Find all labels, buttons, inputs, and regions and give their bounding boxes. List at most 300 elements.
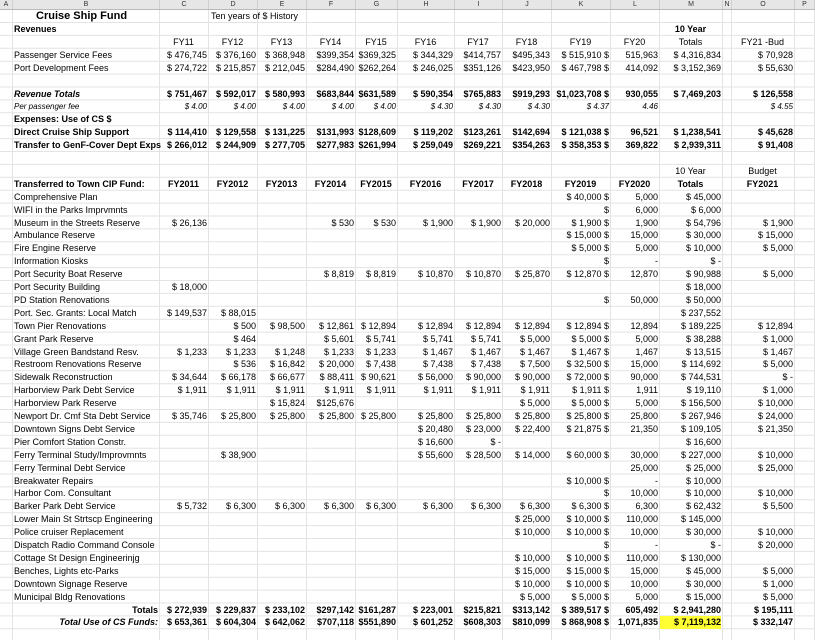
- cell-l[interactable]: 90,000: [630, 372, 658, 383]
- cell-f[interactable]: $ 1,911: [324, 385, 354, 396]
- cell-k[interactable]: $ 5,000 $: [571, 398, 609, 409]
- cell-m[interactable]: $ 109,105: [680, 423, 721, 434]
- cell-l[interactable]: 12,894: [630, 320, 658, 331]
- cell-h[interactable]: $ 10,870: [417, 269, 453, 280]
- column-header-g[interactable]: G: [356, 0, 398, 9]
- cell-k[interactable]: $ 32,500 $: [566, 359, 609, 370]
- cell-l[interactable]: 515,963: [625, 49, 658, 60]
- cell-m[interactable]: $ -: [710, 256, 721, 267]
- cell-k[interactable]: $ 5,000 $: [571, 333, 609, 344]
- cell-m[interactable]: $ 1,238,541: [673, 127, 721, 138]
- cell-o[interactable]: $ 5,000: [762, 359, 793, 370]
- cell-o[interactable]: Budget: [748, 165, 777, 176]
- cell-e[interactable]: $ 233,102: [264, 604, 305, 615]
- column-header-b[interactable]: B: [13, 0, 160, 9]
- cell-g[interactable]: $128,609: [358, 127, 396, 138]
- cell-d[interactable]: $ 536: [233, 359, 256, 370]
- cell-k[interactable]: $ 10,000 $: [566, 514, 609, 525]
- cell-g[interactable]: $ 25,800: [360, 411, 396, 421]
- cell-g[interactable]: $ 6,300: [365, 501, 396, 512]
- cell-h[interactable]: $ 223,001: [412, 604, 453, 615]
- cell-m[interactable]: $ 54,796: [685, 217, 721, 228]
- row-label[interactable]: Totals: [132, 604, 158, 615]
- cell-k[interactable]: $ 121,038 $: [561, 127, 609, 138]
- cell-e[interactable]: $ 16,842: [269, 359, 305, 370]
- cell-l[interactable]: 30,000: [630, 449, 658, 460]
- cell-h[interactable]: $ 259,049: [412, 140, 453, 151]
- cell-m[interactable]: Totals: [678, 36, 703, 47]
- cell-o[interactable]: $ 5,000: [762, 243, 793, 254]
- cell-f[interactable]: $ 5,601: [323, 333, 354, 344]
- cell-f[interactable]: $ 8,819: [323, 269, 354, 280]
- cell-f[interactable]: $284,490: [316, 62, 354, 73]
- cell-o[interactable]: $ 1,900: [762, 217, 793, 228]
- cell-j[interactable]: $354,263: [512, 140, 550, 151]
- cell-l[interactable]: 5,000: [635, 591, 658, 602]
- row-label[interactable]: Museum in the Streets Reserve: [14, 217, 141, 228]
- cell-f[interactable]: $ 6,300: [323, 501, 354, 512]
- cell-o[interactable]: $ 15,000: [757, 230, 793, 241]
- cell-c[interactable]: $ 4.00: [184, 102, 207, 112]
- cell-f[interactable]: $ 1,233: [323, 346, 354, 357]
- cell-m[interactable]: $ 3,152,369: [673, 62, 721, 73]
- cell-d[interactable]: $ 1,911: [226, 385, 256, 396]
- cell-d[interactable]: $ 376,160: [215, 49, 256, 60]
- cell-m[interactable]: $ 145,000: [680, 514, 721, 525]
- cell-j[interactable]: $ 10,000: [514, 578, 550, 589]
- cell-j[interactable]: $ 6,300: [519, 501, 550, 512]
- cell-h[interactable]: $ 119,202: [413, 127, 453, 138]
- cell-k[interactable]: $: [603, 256, 609, 267]
- cell-c[interactable]: $ 18,000: [171, 282, 207, 292]
- row-label[interactable]: Restroom Renovations Reserve: [14, 359, 142, 370]
- column-header-e[interactable]: E: [258, 0, 307, 9]
- cell-d[interactable]: FY12: [221, 36, 244, 47]
- sheet-title[interactable]: Cruise Ship Fund: [36, 10, 128, 22]
- cell-m[interactable]: $ 10,000: [685, 488, 721, 499]
- cell-f[interactable]: $297,142: [316, 604, 354, 615]
- cell-m[interactable]: $ 7,119,132: [660, 616, 721, 629]
- row-label[interactable]: Newport Dr. Cmf Sta Debt Service: [14, 411, 151, 421]
- cell-f[interactable]: $131,993: [316, 127, 354, 138]
- cell-m[interactable]: $ 16,600: [685, 436, 721, 447]
- cell-i[interactable]: $ 6,300: [470, 501, 501, 512]
- cell-k[interactable]: $ 515,910 $: [561, 49, 609, 60]
- column-header-c[interactable]: C: [160, 0, 209, 9]
- cell-m[interactable]: $ 227,000: [680, 449, 721, 460]
- row-label[interactable]: Per passenger fee: [14, 102, 80, 112]
- cell-i[interactable]: $ 10,870: [465, 269, 501, 280]
- cell-i[interactable]: $414,757: [463, 49, 501, 60]
- cell-j[interactable]: $ 15,000: [514, 565, 550, 576]
- cell-k[interactable]: $ 5,000 $: [571, 243, 609, 254]
- cell-m[interactable]: $ 237,552: [680, 307, 721, 318]
- cell-m[interactable]: $ 30,000: [685, 230, 721, 241]
- cell-k[interactable]: $: [603, 488, 609, 499]
- cell-g[interactable]: $ 530: [373, 217, 396, 228]
- cell-o[interactable]: $ 5,000: [762, 565, 793, 576]
- cell-l[interactable]: -: [655, 475, 658, 486]
- cell-e[interactable]: $ 98,500: [269, 320, 305, 331]
- row-label[interactable]: Town Pier Renovations: [14, 320, 107, 331]
- cell-i[interactable]: $ 28,500: [465, 449, 501, 460]
- cell-i[interactable]: $215,821: [463, 604, 501, 615]
- cell-l[interactable]: 414,092: [625, 62, 658, 73]
- row-label[interactable]: Village Green Bandstand Resv.: [14, 346, 139, 357]
- cell-l[interactable]: 12,870: [630, 269, 658, 280]
- row-label[interactable]: Comprehensive Plan: [14, 191, 98, 202]
- cell-k[interactable]: $ 467,798 $: [561, 62, 609, 73]
- cell-m[interactable]: $ 50,000: [685, 294, 721, 305]
- cell-k[interactable]: $ 358,353 $: [561, 140, 609, 151]
- cell-g[interactable]: $ 1,911: [366, 385, 396, 396]
- cell-d[interactable]: $ 6,300: [225, 501, 256, 512]
- cell-o[interactable]: $ 5,000: [762, 591, 793, 602]
- cell-j[interactable]: $ 25,000: [514, 514, 550, 525]
- cell-k[interactable]: $ 21,875 $: [566, 423, 609, 434]
- cell-o[interactable]: $ 91,408: [757, 140, 793, 151]
- cell-i[interactable]: $ 12,894: [465, 320, 501, 331]
- cell-d[interactable]: $ 25,800: [220, 411, 256, 421]
- cell-i[interactable]: $ 7,438: [470, 359, 501, 370]
- row-label[interactable]: Revenue Totals: [14, 88, 81, 99]
- row-label[interactable]: Ferry Terminal Debt Service: [14, 462, 126, 473]
- cell-k[interactable]: $ 15,000 $: [566, 565, 609, 576]
- cell-m[interactable]: $ 30,000: [685, 527, 721, 538]
- cell-i[interactable]: FY17: [467, 36, 489, 47]
- row-label[interactable]: Lower Main St Strtscp Engineering: [14, 514, 153, 525]
- cell-i[interactable]: $608,303: [463, 617, 501, 628]
- cell-m[interactable]: $ 45,000: [685, 191, 721, 202]
- column-header-o[interactable]: O: [732, 0, 795, 9]
- cell-d[interactable]: $ 244,909: [215, 140, 256, 151]
- cell-m[interactable]: $ 38,288: [685, 333, 721, 344]
- row-label[interactable]: PD Station Renovations: [14, 294, 110, 305]
- cell-e[interactable]: $ 4.00: [282, 102, 305, 112]
- column-header-m[interactable]: M: [660, 0, 723, 9]
- cell-o[interactable]: $ -: [782, 372, 793, 383]
- cell-k[interactable]: $ 12,894 $: [566, 320, 609, 331]
- cell-h[interactable]: $ 56,000: [417, 372, 453, 383]
- cell-c[interactable]: $ 653,361: [166, 617, 207, 628]
- column-header-i[interactable]: I: [455, 0, 503, 9]
- cell-h[interactable]: $ 4.30: [430, 102, 453, 112]
- cell-m[interactable]: $ 7,469,203: [673, 88, 721, 99]
- cell-k[interactable]: $1,023,708 $: [556, 88, 609, 99]
- cell-j[interactable]: $ 5,000: [519, 591, 550, 602]
- cell-g[interactable]: $ 1,233: [365, 346, 396, 357]
- row-label[interactable]: Police cruiser Replacement: [14, 527, 124, 538]
- cell-j[interactable]: $ 90,000: [514, 372, 550, 383]
- cell-i[interactable]: $123,261: [463, 127, 501, 138]
- cell-j[interactable]: $ 10,000: [514, 552, 550, 563]
- cell-h[interactable]: $ 601,252: [412, 617, 453, 628]
- cell-f[interactable]: $707,118: [316, 617, 354, 628]
- cell-m[interactable]: $ 4,316,834: [673, 49, 721, 60]
- row-label[interactable]: Harborview Park Reserve: [14, 398, 117, 409]
- cell-l[interactable]: 6,000: [635, 204, 658, 215]
- cell-i[interactable]: FY2017: [462, 178, 494, 189]
- cell-h[interactable]: $ 246,025: [412, 62, 453, 73]
- cell-l[interactable]: 1,911: [636, 385, 658, 396]
- cell-c[interactable]: $ 274,722: [166, 62, 207, 73]
- cell-g[interactable]: $ 5,741: [365, 333, 396, 344]
- column-header-l[interactable]: L: [611, 0, 660, 9]
- cell-o[interactable]: $ 70,928: [757, 49, 793, 60]
- cell-g[interactable]: FY2015: [360, 178, 392, 189]
- row-label[interactable]: Fire Engine Reserve: [14, 243, 97, 254]
- cell-d[interactable]: $ 38,900: [220, 449, 256, 460]
- cell-e[interactable]: $ 580,993: [264, 88, 305, 99]
- cell-i[interactable]: $ 23,000: [465, 423, 501, 434]
- cell-o[interactable]: $ 1,467: [762, 346, 793, 357]
- cell-k[interactable]: $: [603, 204, 609, 215]
- cell-k[interactable]: $: [603, 294, 609, 305]
- cell-i[interactable]: $ -: [490, 436, 501, 447]
- cell-m[interactable]: $ 130,000: [680, 552, 721, 563]
- cell-l[interactable]: 110,000: [626, 552, 658, 563]
- cell-j[interactable]: FY18: [515, 36, 538, 47]
- cell-l[interactable]: 15,000: [630, 565, 658, 576]
- cell-m[interactable]: $ 267,946: [680, 411, 721, 421]
- cell-f[interactable]: FY2014: [314, 178, 347, 189]
- row-label[interactable]: Downtown Signage Reserve: [14, 578, 128, 589]
- cell-f[interactable]: $399,354: [316, 49, 354, 60]
- worksheet-grid[interactable]: [0, 10, 815, 640]
- cell-l[interactable]: 605,492: [625, 604, 658, 615]
- sheet-subtitle[interactable]: Ten years of $ History: [211, 11, 299, 21]
- cell-o[interactable]: $ 12,894: [757, 320, 793, 331]
- cell-h[interactable]: FY2016: [409, 178, 442, 189]
- cell-h[interactable]: $ 55,600: [417, 449, 453, 460]
- cell-o[interactable]: $ 45,628: [757, 127, 793, 138]
- cell-m[interactable]: 10 Year: [675, 165, 706, 176]
- cell-g[interactable]: $ 12,894: [360, 320, 396, 331]
- cell-g[interactable]: FY15: [365, 36, 387, 47]
- cell-g[interactable]: $161,287: [358, 604, 396, 615]
- cell-l[interactable]: 25,800: [630, 411, 658, 421]
- cell-c[interactable]: $ 751,467: [166, 88, 207, 99]
- cell-m[interactable]: $ 62,432: [685, 501, 721, 512]
- cell-e[interactable]: $ 277,705: [264, 140, 305, 151]
- row-label[interactable]: Dispatch Radio Command Console: [14, 540, 155, 550]
- column-header-d[interactable]: D: [209, 0, 258, 9]
- cell-m[interactable]: 10 Year: [674, 24, 707, 34]
- cell-o[interactable]: FY2021: [746, 178, 779, 189]
- cell-i[interactable]: $ 1,911: [471, 385, 501, 396]
- column-header-f[interactable]: F: [307, 0, 356, 9]
- cell-f[interactable]: FY14: [319, 36, 342, 47]
- cell-j[interactable]: $ 1,467: [519, 346, 550, 357]
- cell-d[interactable]: $ 4.00: [233, 102, 256, 112]
- cell-h[interactable]: $ 6,300: [422, 501, 453, 512]
- cell-k[interactable]: $ 1,911 $: [572, 385, 609, 396]
- cell-f[interactable]: $277,983: [316, 140, 354, 151]
- cell-m[interactable]: $ 13,515: [685, 346, 721, 357]
- row-label[interactable]: Sidewalk Reconstruction: [14, 372, 113, 383]
- cell-e[interactable]: FY13: [270, 36, 293, 47]
- cell-d[interactable]: $ 215,857: [215, 62, 256, 73]
- cell-o[interactable]: $ 1,000: [762, 578, 793, 589]
- cell-o[interactable]: $ 1,000: [762, 333, 793, 344]
- cell-l[interactable]: 5,000: [635, 243, 658, 254]
- cell-j[interactable]: $ 20,000: [514, 217, 550, 228]
- cell-k[interactable]: $ 6,300 $: [571, 501, 609, 512]
- column-header-a[interactable]: A: [0, 0, 13, 9]
- cell-l[interactable]: 1,071,835: [617, 617, 658, 628]
- cell-d[interactable]: $ 229,837: [215, 604, 256, 615]
- cell-h[interactable]: $ 25,800: [417, 411, 453, 421]
- cell-l[interactable]: 1,900: [635, 217, 658, 228]
- row-label[interactable]: Transfer to GenF-Cover Dept Exps: [14, 140, 162, 151]
- cell-e[interactable]: $ 15,824: [269, 398, 305, 409]
- cell-d[interactable]: $ 1,233: [225, 346, 256, 357]
- cell-k[interactable]: $: [603, 540, 609, 550]
- cell-k[interactable]: $ 4.37: [586, 102, 609, 112]
- row-label[interactable]: Direct Cruise Ship Support: [14, 127, 130, 138]
- cell-c[interactable]: $ 272,939: [166, 604, 207, 615]
- cell-k[interactable]: FY19: [569, 36, 592, 47]
- cell-e[interactable]: $ 1,911: [275, 385, 305, 396]
- cell-e[interactable]: $ 642,062: [264, 617, 305, 628]
- cell-l[interactable]: 21,350: [630, 423, 658, 434]
- cell-c[interactable]: $ 34,644: [171, 372, 207, 383]
- cell-m[interactable]: $ -: [710, 540, 721, 550]
- cell-d[interactable]: $ 88,015: [220, 307, 256, 318]
- row-label[interactable]: Revenues: [14, 24, 57, 34]
- cell-m[interactable]: $ 25,000: [685, 462, 721, 473]
- column-header-h[interactable]: H: [398, 0, 455, 9]
- row-label[interactable]: Cottage St Design Engineerinjg: [14, 552, 140, 563]
- cell-h[interactable]: $ 5,741: [422, 333, 453, 344]
- cell-i[interactable]: $765,883: [463, 88, 501, 99]
- cell-l[interactable]: 10,000: [630, 488, 658, 499]
- cell-i[interactable]: $269,221: [463, 140, 501, 151]
- cell-j[interactable]: $ 12,894: [514, 320, 550, 331]
- cell-e[interactable]: $ 212,045: [264, 62, 305, 73]
- cell-l[interactable]: 4.46: [642, 102, 658, 112]
- cell-g[interactable]: $262,264: [358, 62, 396, 73]
- cell-e[interactable]: $ 66,677: [269, 372, 305, 383]
- cell-g[interactable]: $369,325: [358, 49, 396, 60]
- cell-j[interactable]: $ 14,000: [514, 449, 550, 460]
- column-header-k[interactable]: K: [552, 0, 611, 9]
- cell-k[interactable]: $ 868,908 $: [561, 617, 609, 628]
- row-label[interactable]: Grant Park Reserve: [14, 333, 94, 344]
- cell-l[interactable]: 5,000: [635, 333, 658, 344]
- cell-i[interactable]: $ 90,000: [465, 372, 501, 383]
- cell-c[interactable]: $ 35,746: [171, 411, 207, 421]
- cell-i[interactable]: $ 1,900: [470, 217, 501, 228]
- row-label[interactable]: Downtown Signs Debt Service: [14, 423, 136, 434]
- cell-f[interactable]: $ 530: [331, 217, 354, 228]
- cell-l[interactable]: 369,822: [625, 140, 658, 151]
- cell-m[interactable]: $ 45,000: [685, 565, 721, 576]
- cell-m[interactable]: $ 18,000: [685, 282, 721, 292]
- cell-l[interactable]: 15,000: [630, 359, 658, 370]
- row-label[interactable]: Ferry Terminal Study/Improvmnts: [14, 449, 147, 460]
- row-label[interactable]: Port Development Fees: [14, 62, 109, 73]
- cell-f[interactable]: $ 20,000: [318, 359, 354, 370]
- row-label[interactable]: Port. Sec. Grants: Local Match: [14, 307, 137, 318]
- cell-o[interactable]: $ 5,500: [762, 501, 793, 512]
- cell-j[interactable]: $919,293: [512, 88, 550, 99]
- cell-j[interactable]: $ 22,400: [514, 423, 550, 434]
- cell-e[interactable]: $ 6,300: [274, 501, 305, 512]
- cell-h[interactable]: FY16: [414, 36, 437, 47]
- cell-k[interactable]: $ 10,000 $: [566, 527, 609, 538]
- cell-k[interactable]: $ 1,467 $: [571, 346, 609, 357]
- cell-g[interactable]: $551,890: [358, 617, 396, 628]
- cell-h[interactable]: $ 1,900: [422, 217, 453, 228]
- cell-l[interactable]: 5,000: [635, 191, 658, 202]
- cell-g[interactable]: $261,994: [358, 140, 396, 151]
- cell-m[interactable]: $ 2,941,280: [673, 604, 721, 615]
- cell-j[interactable]: $423,950: [512, 62, 550, 73]
- cell-l[interactable]: -: [655, 540, 658, 550]
- cell-h[interactable]: $ 16,600: [417, 436, 453, 447]
- cell-o[interactable]: $ 24,000: [757, 411, 793, 421]
- row-label[interactable]: Harbor Com. Consultant: [14, 488, 112, 499]
- cell-h[interactable]: $ 1,467: [422, 346, 453, 357]
- cell-d[interactable]: FY2012: [216, 178, 249, 189]
- cell-d[interactable]: $ 604,304: [215, 617, 256, 628]
- cell-h[interactable]: $ 20,480: [417, 423, 453, 434]
- row-label[interactable]: WIFI in the Parks Imprvmnts: [14, 204, 128, 215]
- cell-e[interactable]: $ 1,248: [274, 346, 305, 357]
- cell-h[interactable]: $ 590,354: [412, 88, 453, 99]
- cell-m[interactable]: $ 15,000: [685, 591, 721, 602]
- cell-o[interactable]: $ 195,111: [753, 604, 793, 615]
- cell-m[interactable]: $ 30,000: [685, 578, 721, 589]
- cell-c[interactable]: $ 476,745: [166, 49, 207, 60]
- row-label[interactable]: Benches, Lights etc-Parks: [14, 565, 119, 576]
- cell-o[interactable]: $ 10,000: [757, 488, 793, 499]
- cell-c[interactable]: $ 266,012: [166, 140, 207, 151]
- row-label[interactable]: Breakwater Repairs: [14, 475, 94, 486]
- cell-m[interactable]: $ 90,988: [685, 269, 721, 280]
- cell-l[interactable]: 930,055: [625, 88, 658, 99]
- cell-j[interactable]: $ 1,911: [520, 385, 550, 396]
- row-label[interactable]: Transferred to Town CIP Fund:: [14, 178, 145, 189]
- cell-m[interactable]: $ 10,000: [685, 475, 721, 486]
- cell-o[interactable]: $ 1,000: [762, 385, 793, 396]
- cell-i[interactable]: $351,126: [463, 62, 501, 73]
- cell-f[interactable]: $ 12,861: [318, 320, 354, 331]
- cell-j[interactable]: $ 25,800: [514, 411, 550, 421]
- cell-i[interactable]: $ 25,800: [465, 411, 501, 421]
- cell-k[interactable]: $ 72,000 $: [566, 372, 609, 383]
- cell-k[interactable]: $ 10,000 $: [566, 475, 609, 486]
- cell-f[interactable]: $125,676: [316, 398, 354, 409]
- cell-h[interactable]: $ 344,329: [412, 49, 453, 60]
- cell-j[interactable]: $313,142: [512, 604, 550, 615]
- cell-c[interactable]: FY11: [173, 36, 194, 47]
- cell-o[interactable]: $ 10,000: [757, 449, 793, 460]
- cell-m[interactable]: $ 189,225: [680, 320, 721, 331]
- cell-g[interactable]: $ 4.00: [373, 102, 396, 112]
- cell-l[interactable]: 96,521: [630, 127, 658, 138]
- cell-m[interactable]: $ 156,500: [680, 398, 721, 409]
- cell-o[interactable]: $ 25,000: [757, 462, 793, 473]
- cell-j[interactable]: $ 25,870: [514, 269, 550, 280]
- cell-l[interactable]: 5,000: [635, 398, 658, 409]
- cell-k[interactable]: $ 10,000 $: [566, 552, 609, 563]
- cell-c[interactable]: $ 26,136: [171, 217, 207, 228]
- cell-j[interactable]: $ 10,000: [514, 527, 550, 538]
- cell-j[interactable]: $ 5,000: [519, 333, 550, 344]
- cell-l[interactable]: FY2020: [618, 178, 651, 189]
